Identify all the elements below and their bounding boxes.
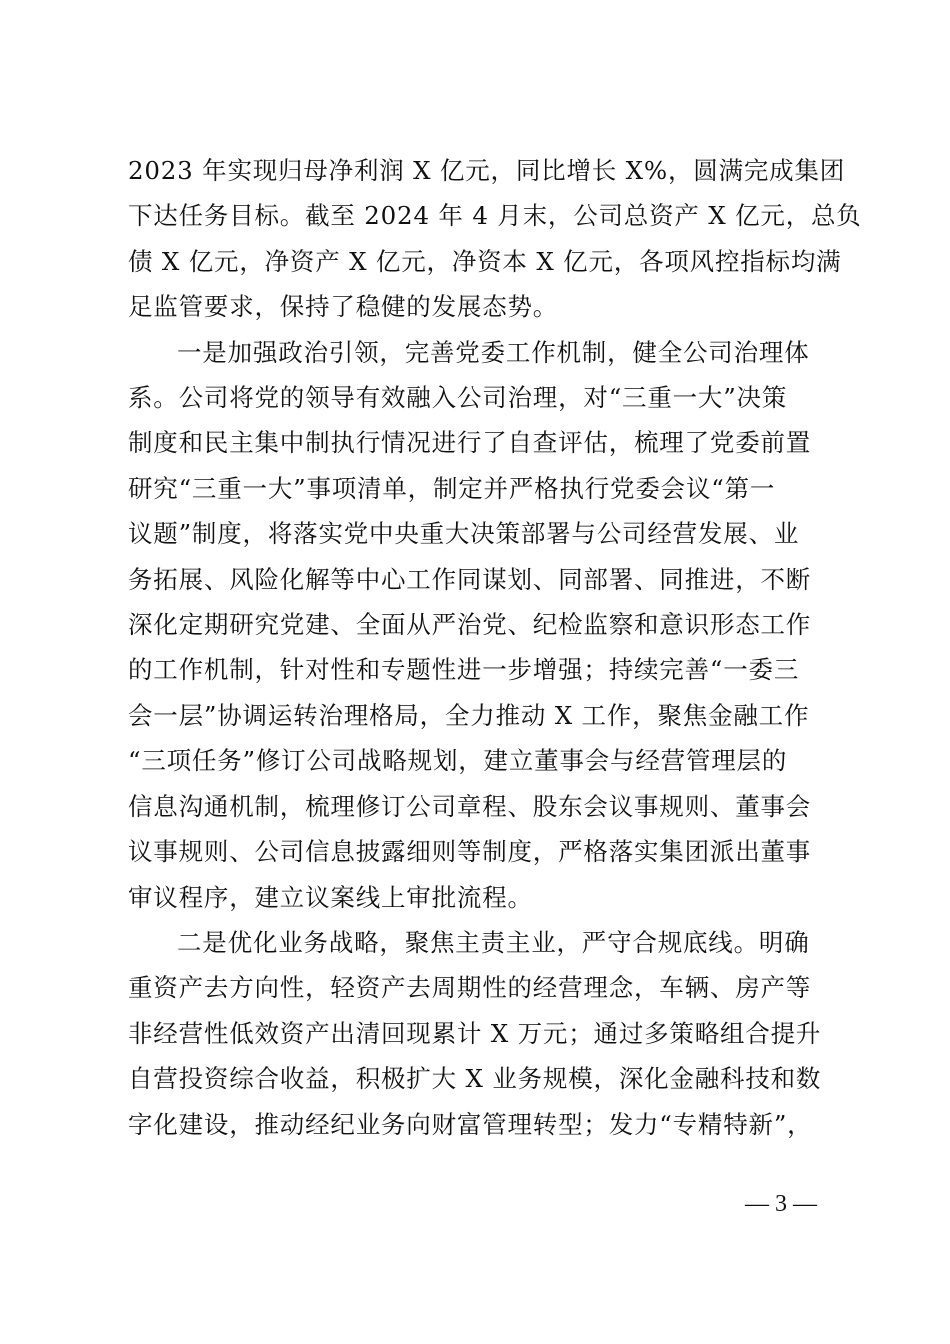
text-line: 信息沟通机制，梳理修订公司章程、股东会议事规则、董事会 — [128, 791, 812, 821]
text-line: 深化定期研究党建、全面从严治党、纪检监察和意识形态工作 — [128, 610, 812, 640]
text-line: 制度和民主集中制执行情况进行了自查评估，梳理了党委前置 — [128, 428, 812, 458]
text-line: 字化建设，推动经纪业务向财富管理转型；发力“专精特新”， — [128, 1109, 813, 1139]
paragraph-1 — [128, 148, 862, 330]
paragraph-3 — [128, 920, 824, 1147]
text-line: 研究“三重一大”事项清单，制定并严格执行党委会议“第一 — [128, 473, 776, 503]
text-line: 重资产去方向性，轻资产去周期性的经营理念，车辆、房产等 — [128, 973, 812, 1003]
text-line: 的工作机制，针对性和专题性进一步增强；持续完善“一委三 — [128, 655, 800, 685]
text-line: 审议程序，建立议案线上审批流程。 — [128, 882, 533, 912]
text-line: 非经营性低效资产出清回现累计 X 万元；通过多策略组合提升 — [128, 1018, 822, 1048]
text-line: 议事规则、公司信息披露细则等制度，严格落实集团派出董事 — [128, 837, 812, 867]
paragraph-2 — [128, 330, 824, 920]
text-line: 足监管要求，保持了稳健的发展态势。 — [128, 292, 559, 322]
text-line: 债 X 亿元，净资产 X 亿元，净资本 X 亿元，各项风控指标均满 — [128, 246, 842, 276]
text-line: 2023 年实现归母净利润 X 亿元，同比增长 X%，圆满完成集团 — [128, 156, 846, 185]
body-text — [128, 148, 862, 1147]
text-line: 议题”制度，将落实党中央重大决策部署与公司经营发展、业 — [128, 519, 800, 549]
text-line: 会一层”协调运转治理格局，全力推动 X 工作，聚焦金融工作 — [128, 700, 810, 730]
text-line: 自营投资综合收益，积极扩大 X 业务规模，深化金融科技和数 — [128, 1064, 822, 1094]
text-line: 二是优化业务战略，聚焦主责主业，严守合规底线。明确 — [177, 927, 810, 957]
text-line: 系。公司将党的领导有效融入公司治理，对“三重一大”决策 — [128, 383, 788, 413]
text-line: 务拓展、风险化解等中心工作同谋划、同部署、同推进，不断 — [128, 564, 812, 594]
text-line: 下达任务目标。截至 2024 年 4 月末，公司总资产 X 亿元，总负 — [128, 201, 862, 231]
text-line: “三项任务”修订公司战略规划，建立董事会与经营管理层的 — [128, 746, 788, 776]
page-number: — 3 — — [745, 1191, 817, 1217]
text-line: 一是加强政治引领，完善党委工作机制，健全公司治理体 — [177, 337, 810, 367]
